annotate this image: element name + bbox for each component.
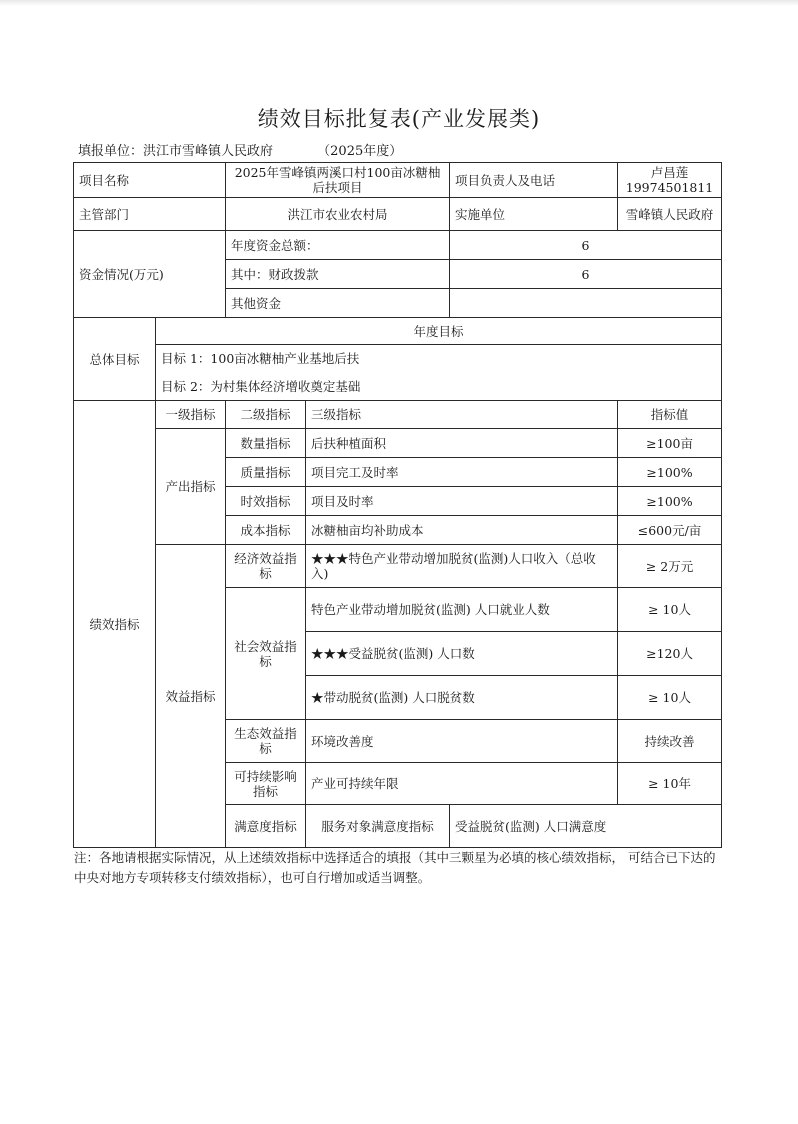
eco-l3: 环境改善度 — [306, 720, 618, 763]
reporting-unit: 填报单位：洪江市雪峰镇人民政府 — [78, 144, 274, 159]
project-name-value: 2025年雪峰镇两溪口村100亩冰糖柚后扶项目 — [226, 163, 450, 198]
funds-fiscal-label: 其中：财政拨款 — [226, 260, 450, 289]
satisfaction-label: 满意度指标 — [226, 805, 306, 848]
dept-value: 洪江市农业农村局 — [226, 198, 450, 231]
col-value: 指标值 — [618, 401, 722, 429]
scan-edge — [0, 0, 798, 6]
sustain-l3: 产业可持续年限 — [306, 763, 618, 805]
social-value: ≥ 10人 — [618, 588, 722, 632]
satisfaction-l3: 受益脱贫(监测) 人口满意度 — [450, 805, 722, 848]
social-value: ≥120人 — [618, 632, 722, 676]
funds-total-value: 6 — [450, 231, 722, 260]
indicators-label: 绩效指标 — [74, 401, 156, 848]
funds-fiscal-value: 6 — [450, 260, 722, 289]
funds-label: 资金情况(万元) — [74, 231, 226, 318]
funds-total-label: 年度资金总额： — [226, 231, 450, 260]
project-name-label: 项目名称 — [74, 163, 226, 198]
impl-value: 雪峰镇人民政府 — [618, 198, 722, 231]
report-year: （2025年度） — [317, 144, 403, 159]
output-value: ≥100% — [618, 487, 722, 516]
project-contact-label: 项目负责人及电话 — [450, 163, 618, 198]
sustain-value: ≥ 10年 — [618, 763, 722, 805]
economic-l3: ★★★特色产业带动增加脱贫(监测)人口收入（总收入) — [306, 545, 618, 588]
social-value: ≥ 10人 — [618, 676, 722, 720]
col-level3: 三级指标 — [306, 401, 618, 429]
economic-value: ≥ 2万元 — [618, 545, 722, 588]
report-header — [78, 140, 402, 159]
output-value: ≤600元/亩 — [618, 516, 722, 545]
output-label: 产出指标 — [156, 429, 226, 545]
output-l2: 成本指标 — [226, 516, 306, 545]
dept-label: 主管部门 — [74, 198, 226, 231]
output-l2: 数量指标 — [226, 429, 306, 458]
social-l3: ★★★受益脱贫(监测) 人口数 — [306, 632, 618, 676]
funds-other-label: 其他资金 — [226, 289, 450, 318]
goals-header: 年度目标 — [156, 318, 722, 345]
sustain-l2: 可持续影响指标 — [226, 763, 306, 805]
output-l2: 时效指标 — [226, 487, 306, 516]
page-title: 绩效目标批复表(产业发展类) — [257, 107, 541, 131]
output-l3: 项目完工及时率 — [306, 458, 618, 487]
output-l3: 冰糖柚亩均补助成本 — [306, 516, 618, 545]
project-contact-value — [618, 163, 722, 198]
col-level1: 一级指标 — [156, 401, 226, 429]
output-l3: 项目及时率 — [306, 487, 618, 516]
footnote: 注：各地请根据实际情况，从上述绩效指标中选择适合的填报（其中三颗星为必填的核心绩效指标， 可结合已下达的中央对地方专项转移支付绩效指标），也可自行增加或适当调整。 — [74, 850, 716, 885]
impl-label: 实施单位 — [450, 198, 618, 231]
performance-target-table — [73, 162, 722, 848]
contact-name: 卢昌莲 — [650, 165, 689, 180]
goals-label: 总体目标 — [74, 318, 156, 401]
output-l2: 质量指标 — [226, 458, 306, 487]
satisfaction-l2: 服务对象满意度指标 — [306, 805, 450, 848]
benefit-label: 效益指标 — [156, 545, 226, 848]
social-l3: 特色产业带动增加脱贫(监测) 人口就业人数 — [306, 588, 618, 632]
eco-l2: 生态效益指标 — [226, 720, 306, 763]
goal-2: 目标 2：为村集体经济增收奠定基础 — [156, 373, 722, 401]
output-value: ≥100亩 — [618, 429, 722, 458]
social-l3: ★带动脱贫(监测) 人口脱贫数 — [306, 676, 618, 720]
goal-1: 目标 1：100亩冰糖柚产业基地后扶 — [156, 345, 722, 373]
eco-value: 持续改善 — [618, 720, 722, 763]
economic-l2: 经济效益指标 — [226, 545, 306, 588]
output-value: ≥100% — [618, 458, 722, 487]
social-l2: 社会效益指标 — [226, 588, 306, 720]
col-level2: 二级指标 — [226, 401, 306, 429]
funds-other-value — [450, 289, 722, 318]
contact-phone: 19974501811 — [625, 180, 714, 195]
output-l3: 后扶种植面积 — [306, 429, 618, 458]
